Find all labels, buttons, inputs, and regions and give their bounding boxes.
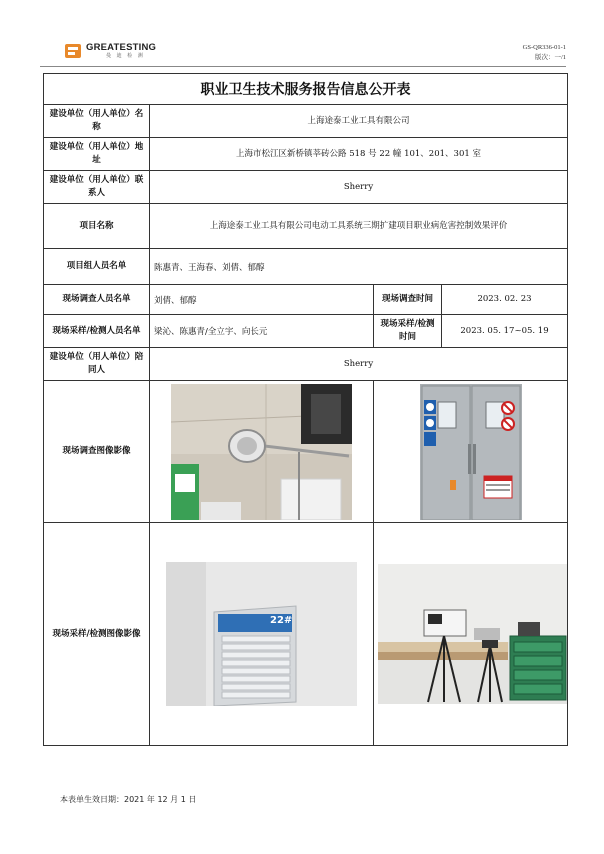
- row-unit-address: [44, 138, 568, 171]
- sampling-time-label: 现场采样/检测时间: [374, 315, 442, 348]
- survey-photo-2-cell: [374, 381, 568, 523]
- survey-images-label: 现场调查图像影像: [44, 381, 150, 523]
- sampling-photo-1-cell: [150, 523, 374, 746]
- logo-subtitle: 曼 迪 检 测: [106, 53, 145, 60]
- eyewash-station-photo: [171, 384, 352, 520]
- unit-address-value: 上海市松江区新桥镇莘砖公路 518 号 22 幢 101、201、301 室: [150, 138, 568, 171]
- document-code-block: [523, 43, 566, 63]
- survey-staff-value: 刘倩、郁醇: [150, 285, 374, 315]
- contact-label: 建设单位（用人单位）联系人: [44, 171, 150, 204]
- lab-door-signage-photo: [420, 384, 522, 520]
- effective-date-footer: 本表单生效日期：2021 年 12 月 1 日: [60, 795, 197, 804]
- info-table: [43, 73, 568, 746]
- row-contact: [44, 171, 568, 204]
- row-survey-images: [44, 381, 568, 523]
- unit-address-label: 建设单位（用人单位）地址: [44, 138, 150, 171]
- logo-name: GREATESTING: [86, 41, 157, 53]
- team-value: 陈惠青、王海春、刘倩、郁醇: [150, 249, 568, 285]
- survey-photo-1-cell: [150, 381, 374, 523]
- sampling-images-label: 现场采样/检测图像影像: [44, 523, 150, 746]
- row-sampling-images: [44, 523, 568, 746]
- title-row: [44, 74, 568, 105]
- row-sampling-staff: [44, 315, 568, 348]
- room-directory-sign-photo: [166, 562, 357, 706]
- company-logo: [64, 42, 156, 60]
- team-label: 项目组人员名单: [44, 249, 150, 285]
- document-version: 版次：一/1: [534, 54, 566, 61]
- project-label: 项目名称: [44, 204, 150, 249]
- document-code: GS-QR336-01-1: [522, 44, 566, 51]
- header-divider: [40, 66, 566, 67]
- form-title: 职业卫生技术服务报告信息公开表: [44, 74, 568, 105]
- survey-time-value: 2023. 02. 23: [442, 285, 568, 315]
- unit-name-value: 上海途泰工业工具有限公司: [150, 105, 568, 138]
- sampling-staff-label: 现场采样/检测人员名单: [44, 315, 150, 348]
- contact-value: Sherry: [150, 171, 568, 204]
- survey-staff-label: 现场调查人员名单: [44, 285, 150, 315]
- survey-time-label: 现场调查时间: [374, 285, 442, 315]
- project-value: 上海途泰工业工具有限公司电动工具系统三期扩建项目职业病危害控制效果评价: [150, 204, 568, 249]
- row-project: [44, 204, 568, 249]
- sampling-time-value: 2023. 05. 17~05. 19: [442, 315, 568, 348]
- row-escort: [44, 348, 568, 381]
- room-number-text: 22#: [270, 615, 293, 626]
- sampling-staff-value: 梁沁、陈惠青/全立宇、向长元: [150, 315, 374, 348]
- row-survey-staff: [44, 285, 568, 315]
- escort-value: Sherry: [150, 348, 568, 381]
- unit-name-label: 建设单位（用人单位）名称: [44, 105, 150, 138]
- sampling-equipment-photo: [378, 564, 567, 704]
- row-unit-name: [44, 105, 568, 138]
- row-team: [44, 249, 568, 285]
- logo-mark-icon: [64, 42, 82, 60]
- escort-label: 建设单位（用人单位）陪同人: [44, 348, 150, 381]
- sampling-photo-2-cell: [374, 523, 568, 746]
